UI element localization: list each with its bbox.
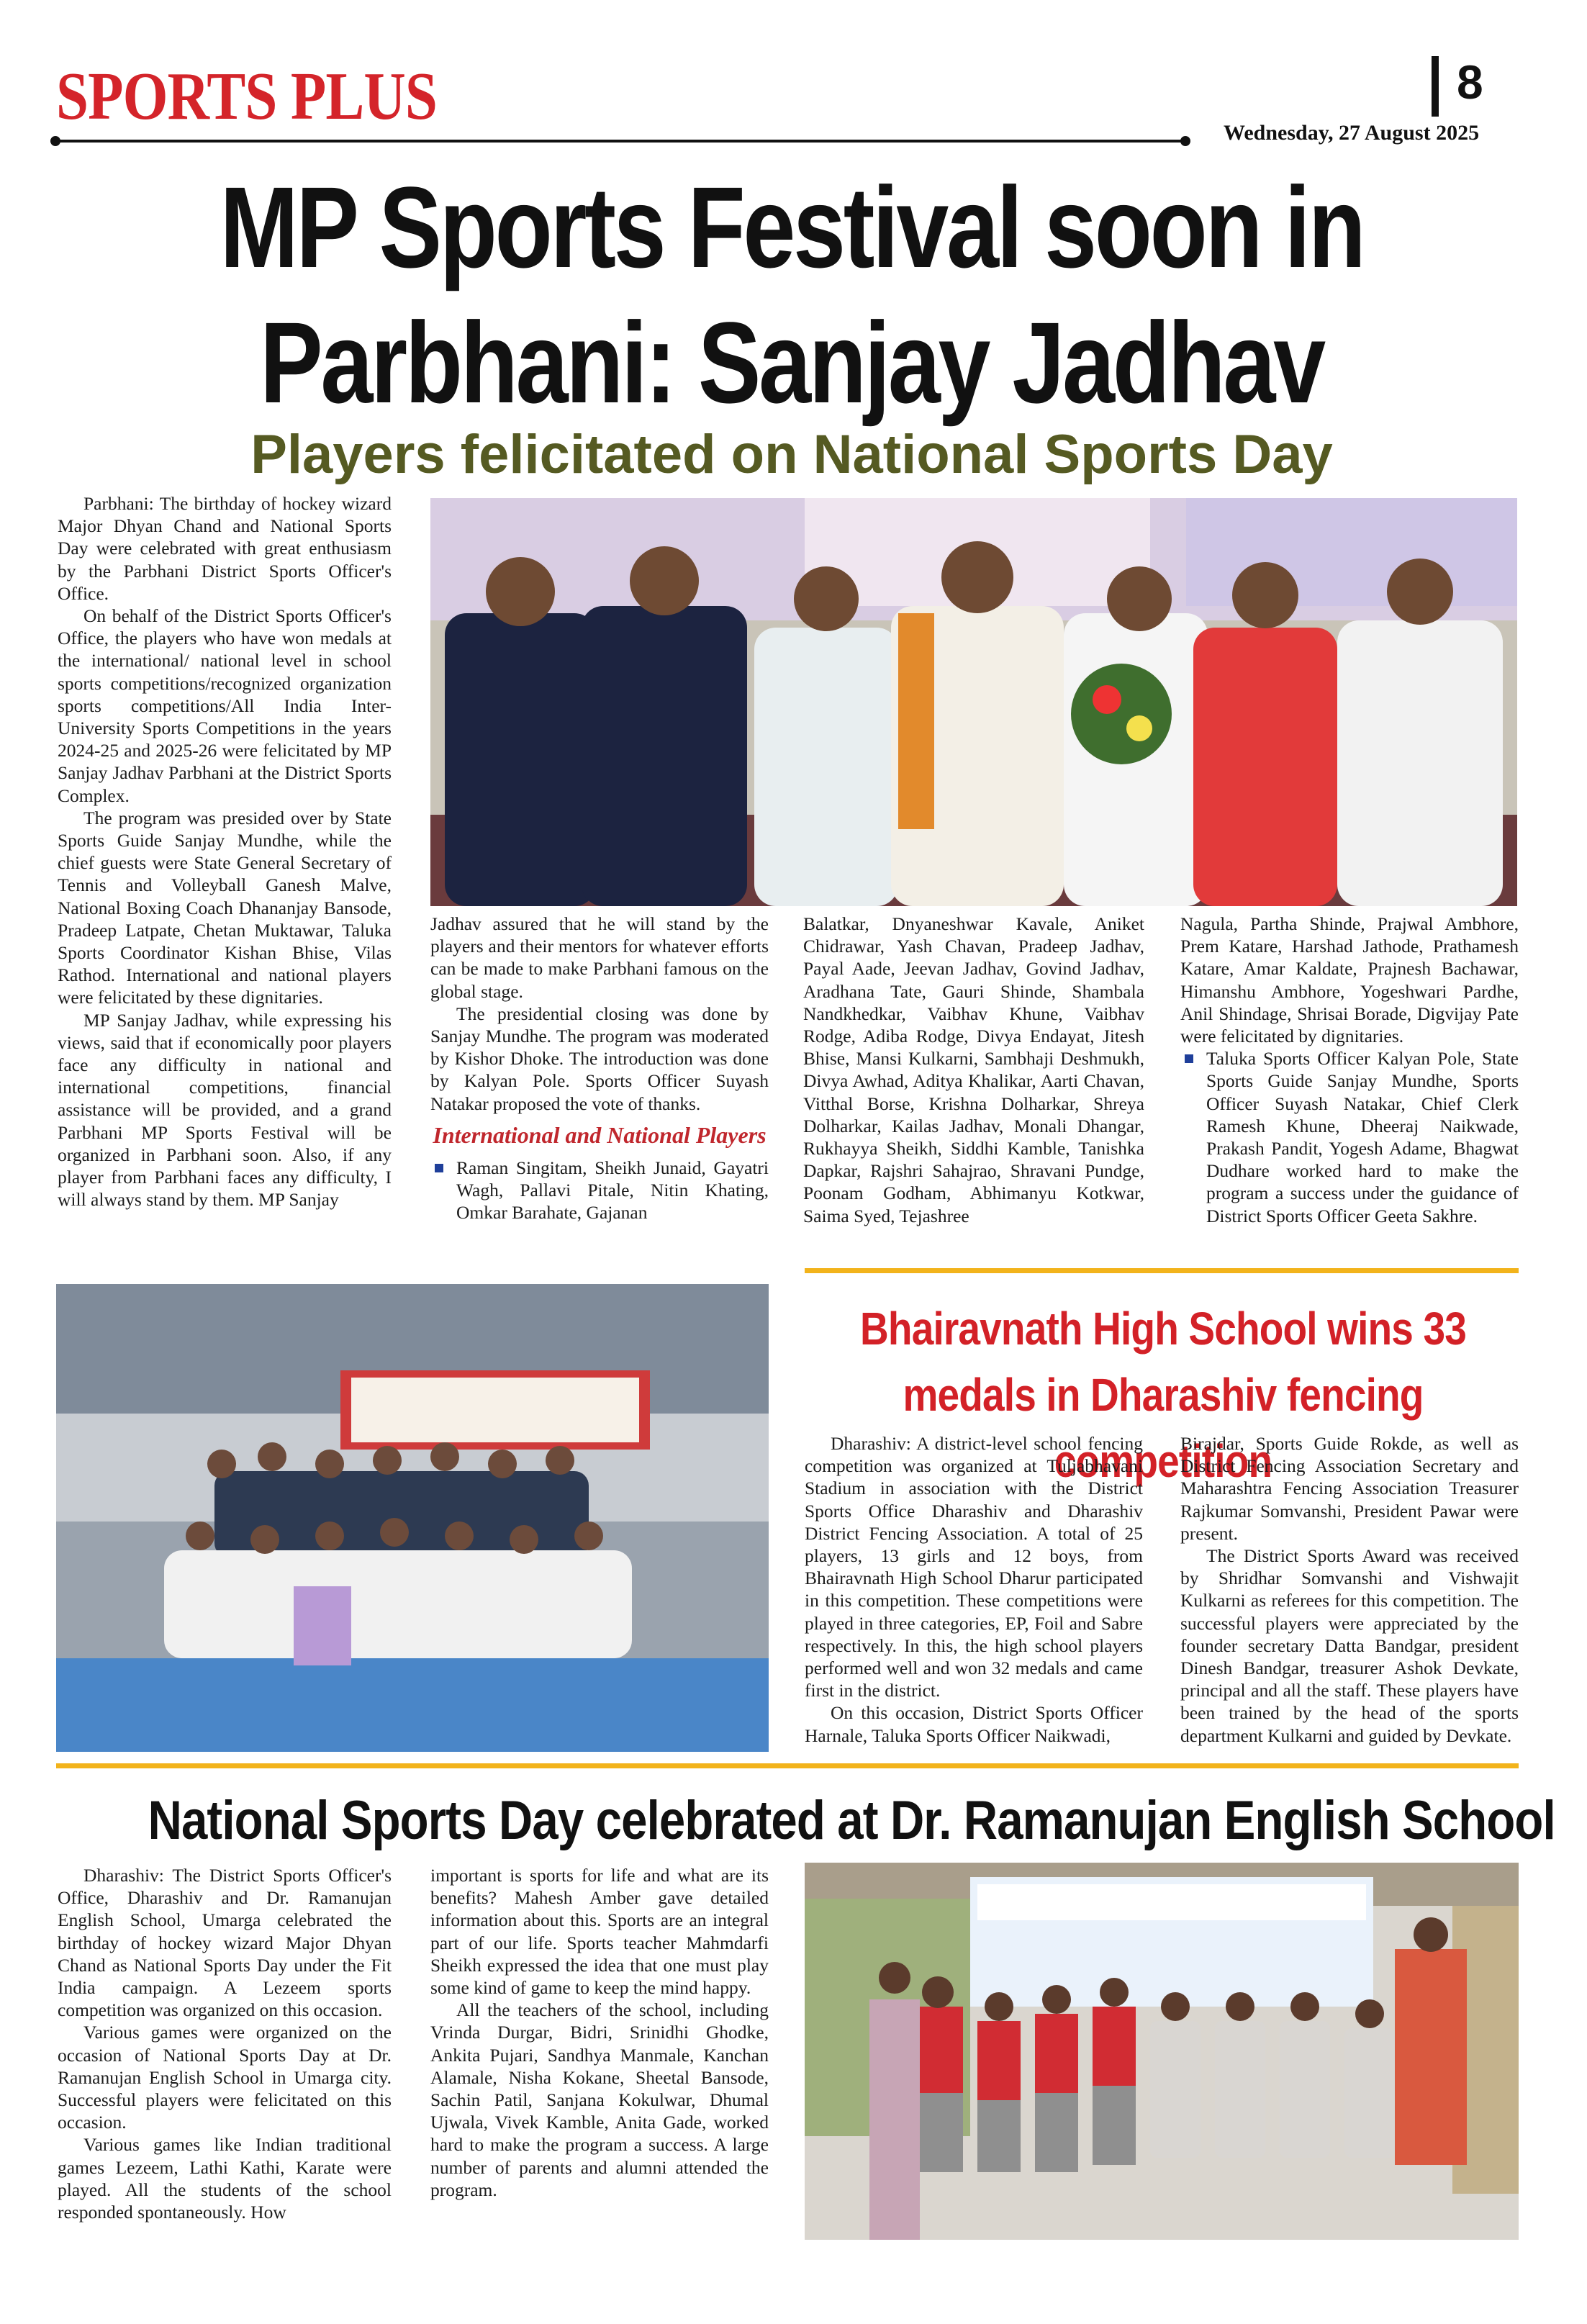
fencing-team-photo xyxy=(56,1284,769,1752)
paragraph: On this occasion, District Sports Officer Harnale, Taluka Sports Officer Naikwadi, xyxy=(805,1702,1143,1746)
paragraph: The presidential closing was done by Sanjay Mundhe. The program was moderated by Kishor Dhoke. The introduction was done by Kalyan Pole. Sports Officer Suyash Natakar proposed the vote of thanks. xyxy=(430,1003,769,1114)
section-divider xyxy=(56,1763,1519,1768)
paragraph: All the teachers of the school, including Vrinda Durgar, Bidri, Srinidhi Ghodke, Ankita Pujari, Sandhya Manmale, Kanchan Alamale, Nisha Kokane, Sheetal Bansode, Sachin Patil, Sanjana Kokulwar, Dhumal Ujwala, Vivek Kamble, Anita Gade, worked hard to make the program a success. A large number of parents and alumni attended the program. xyxy=(430,1999,769,2200)
article1-column-2 xyxy=(430,913,769,1224)
felicitation-photo xyxy=(430,498,1517,906)
section-title: SPORTS PLUS xyxy=(56,59,438,134)
paragraph: Nagula, Partha Shinde, Prajwal Ambhore, Prem Katare, Harshad Jathode, Prathamesh Katare, Amar Kaldate, Prajnesh Bachawar, Himanshu Ambhore, Yogeshwari Pardhe, Anil Shindage, Shrisai Borade, Digvijay Pate were felicitated by dignitaries. xyxy=(1180,913,1519,1047)
paragraph: Jadhav assured that he will stand by the players and their mentors for whatever efforts can be made to make Parbhani famous on the global stage. xyxy=(430,913,769,1002)
article1-column-4 xyxy=(1180,913,1519,1227)
paragraph: Various games like Indian traditional games Lezeem, Lathi Kathi, Karate were played. All the students of the school responded spontaneously. How xyxy=(58,2134,392,2223)
masthead-rule xyxy=(55,140,1185,143)
paragraph: Dharashiv: A district-level school fencing competition was organized at Tuljabhavani Stadium in association with the District Sports Office Dharashiv and Dharashiv District Fencing Association. A total of 25 players, 13 girls and 12 boys, from Bhairavnath High School Dharur participated in this competition. These competitions were played in three categories, EP, Foil and Sabre respectively. In this, the high school players performed well and won 32 medals and came first in the district. xyxy=(805,1433,1143,1701)
school-students-photo xyxy=(805,1863,1519,2240)
main-subheadline: Players felicitated on National Sports Day xyxy=(250,424,1333,485)
article3-column-1 xyxy=(58,1864,392,2223)
article2-headline: Bhairavnath High School wins 33 medals in Dharashiv fencing competition xyxy=(860,1303,1466,1487)
paragraph: Various games were organized on the occasion of National Sports Day at Dr. Ramanujan English School in Umarga city. Successful players were felicitated on this occasion. xyxy=(58,2022,392,2133)
paragraph: The District Sports Award was received by Shridhar Somvanshi and Vishwajit Kulkarni as referees for this competition. The successful players were appreciated by the founder secretary Datta Bandgar, president Dinesh Bandgar, treasurer Ashok Devkate, principal and all the staff. These players have been trained by the head of the sports department Kulkarni and guided by Devkate. xyxy=(1180,1545,1519,1746)
organizers-bullet: Taluka Sports Officer Kalyan Pole, State Sports Guide Sanjay Mundhe, Sports Officer Suyash Natakar, Chief Clerk Ramesh Khune, Dheeraj Naikwade, Prakash Pandit, Yogesh Adame, Bhagwat Dudhare worked hard to make the program a success under the guidance of District Sports Officer Geeta Sakhre. xyxy=(1180,1047,1519,1227)
paragraph: On behalf of the District Sports Officer's Office, the players who have won medals at the international/ national level in school sports competitions/recognized organization sports competitions/All India Inter-University Sports Competitions in the years 2024-25 and 2025-26 were felicitated by MP Sanjay Jadhav Parbhani at the District Sports Complex. xyxy=(58,605,392,806)
main-headline: MP Sports Festival soon in Parbhani: Sanjay Jadhav xyxy=(220,163,1364,427)
article3-headline: National Sports Day celebrated at Dr. Ramanujan English School xyxy=(148,1790,1555,1851)
dateline: Wednesday, 27 August 2025 xyxy=(1224,121,1480,145)
section-divider xyxy=(805,1268,1519,1273)
paragraph: The program was presided over by State Sports Guide Sanjay Mundhe, while the chief guests were State General Secretary of Tennis and Volleyball Ganesh Malve, National Boxing Coach Dhananjay Bansode, Pradeep Latpate, Chetan Muktawar, Taluka Sports Coordinator Kishan Bhise, Vilas Rathod. International and national players were felicitated by these dignitaries. xyxy=(58,807,392,1008)
page-number: 8 xyxy=(1457,55,1483,109)
paragraph: Parbhani: The birthday of hockey wizard Major Dhyan Chand and National Sports Day were celebrated with great enthusiasm by the Parbhani District Sports Officer's Office. xyxy=(58,493,392,604)
paragraph: Balatkar, Dnyaneshwar Kavale, Aniket Chidrawar, Yash Chavan, Pradeep Jadhav, Payal Aade, Jeevan Jadhav, Govind Jadhav, Aradhana Tate, Gauri Shinde, Shambala Nandkhedkar, Vaibhav Khune, Vaibhav Rodge, Adiba Rodge, Divya Endayat, Jitesh Bhise, Mansi Kulkarni, Sambhaji Deshmukh, Divya Awhad, Aditya Khalikar, Aarti Chavan, Vitthal Borse, Krishna Dolharkar, Shreya Dolharkar, Kailas Jadhav, Monali Dhangar, Rukhayya Sheikh, Siddhi Kamble, Tanishka Dapkar, Rajshri Sahajrao, Shravani Pundge, Poonam Godham, Abhimanyu Kotkwar, Saima Syed, Tejashree xyxy=(803,913,1144,1226)
article1-column-1 xyxy=(58,492,392,1211)
page-number-divider xyxy=(1432,56,1439,117)
rule-end-right xyxy=(1180,136,1190,146)
players-list-bullet: Raman Singitam, Sheikh Junaid, Gayatri Wagh, Pallavi Pitale, Nitin Khating, Omkar Barahate, Gajanan xyxy=(430,1157,769,1224)
article3-column-2 xyxy=(430,1864,769,2201)
paragraph: Dharashiv: The District Sports Officer's Office, Dharashiv and Dr. Ramanujan English School, Umarga celebrated the birthday of hockey wizard Major Dhyan Chand as National Sports Day under the Fit India campaign. A Lezeem sports competition was organized on this occasion. xyxy=(58,1865,392,2021)
players-subheading: International and National Players xyxy=(433,1121,767,1148)
article1-column-3 xyxy=(803,913,1144,1227)
paragraph: important is sports for life and what are its benefits? Mahesh Amber gave detailed information about this. Sports are an integral part of our life. Sports teacher Mahmdarfi Sheikh expressed the idea that one must play some kind of game to keep the mind happy. xyxy=(430,1865,769,1999)
paragraph: MP Sanjay Jadhav, while expressing his views, said that if economically poor players face any difficulty in national and international competitions, financial assistance will be provided, and a grand Parbhani MP Sports Festival will be organized in Parbhani soon. Also, if any player from Parbhani faces any difficulty, I will always stand by them. MP Sanjay xyxy=(58,1009,392,1211)
paragraph: Birajdar, Sports Guide Rokde, as well as District Fencing Association Secretary and Maharashtra Fencing Association Treasurer Rajkumar Somvanshi, President Pawar were present. xyxy=(1180,1433,1519,1544)
article2-column-1 xyxy=(805,1432,1143,1747)
article2-column-2 xyxy=(1180,1432,1519,1747)
